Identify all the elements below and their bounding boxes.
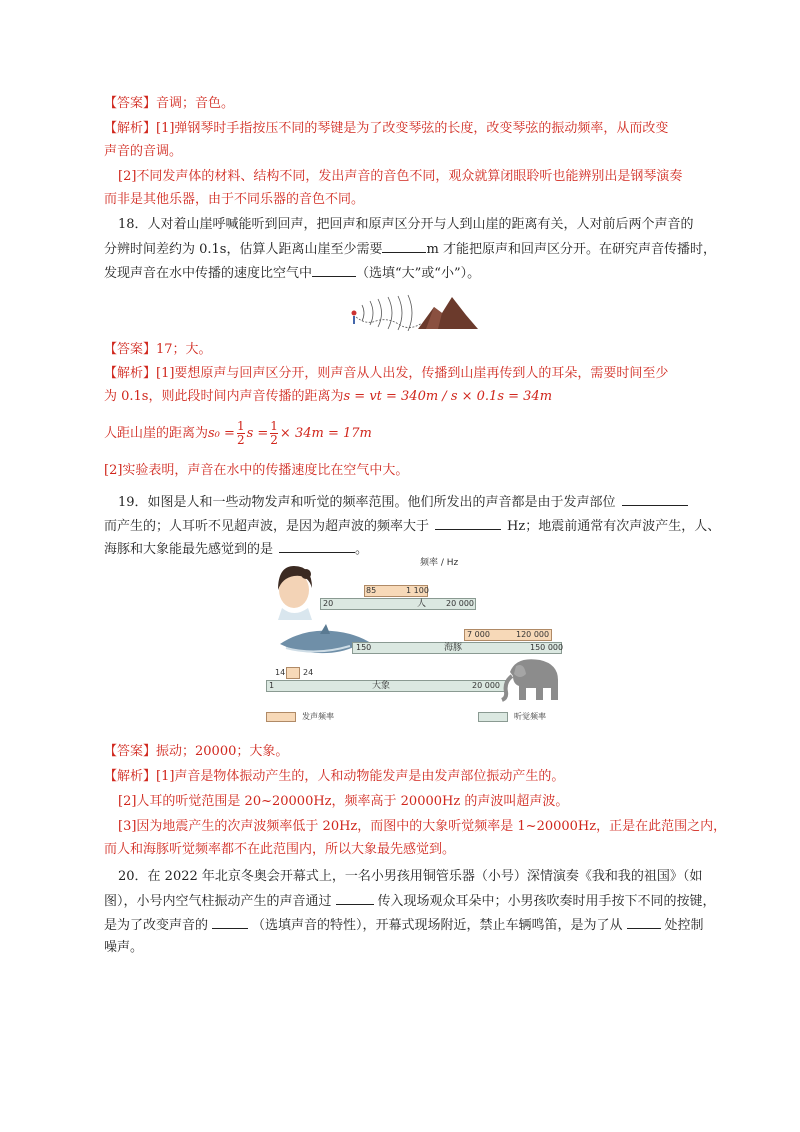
fraction-numerator: 1 bbox=[270, 419, 278, 433]
fraction-numerator: 1 bbox=[236, 419, 245, 433]
dolphin-label: 海豚 bbox=[444, 643, 463, 653]
human-voice-low: 85 bbox=[366, 586, 377, 595]
fraction-denominator: 2 bbox=[236, 433, 245, 447]
human-face-illustration bbox=[268, 562, 318, 620]
human-hearing-high: 20 000 bbox=[446, 599, 474, 608]
dolphin-voice-high: 120 000 bbox=[516, 630, 550, 639]
question-18-stem bbox=[104, 238, 716, 261]
formula-distance: s = vt = 340m / s × 0.1s = 34m bbox=[343, 389, 553, 404]
stem-text: 图），小号内空气柱振动产生的声音通过 bbox=[104, 894, 332, 909]
answer-blank[interactable] bbox=[627, 914, 661, 929]
echo-mountain-illustration bbox=[348, 291, 480, 331]
answer-blank[interactable] bbox=[312, 262, 356, 277]
elephant-voice-low: 14 bbox=[275, 668, 286, 677]
mountain-icon bbox=[418, 297, 478, 329]
q18-analysis-line bbox=[104, 386, 552, 408]
answer-blank[interactable] bbox=[336, 890, 374, 905]
elephant-hearing-low: 1 bbox=[269, 681, 275, 690]
elephant-voice-range-bar bbox=[286, 667, 300, 679]
q18-answer-line bbox=[104, 339, 212, 361]
analysis-text: [2]不同发声体的材料、结构不同，发出声音的音色不同，观众就算闭眼聆听也能辨别出是钢琴演奏 bbox=[118, 169, 683, 184]
q19-answer-line bbox=[104, 741, 288, 763]
q17-analysis-line bbox=[104, 118, 668, 140]
stem-text: （选填“大”或“小”）。 bbox=[356, 266, 481, 281]
legend-hearing-swatch bbox=[478, 712, 508, 722]
analysis-text: [1]声音是物体振动产生的，人和动物能发声是由发声部位振动产生的。 bbox=[156, 769, 565, 784]
stem-text: m 才能把原声和回声区分开。在研究声音传播时， bbox=[426, 242, 716, 257]
analysis-text: [1]弹钢琴时手指按压不同的琴键是为了改变琴弦的长度，改变琴弦的振动频率，从而改变 bbox=[156, 121, 669, 136]
fraction-denominator: 2 bbox=[270, 433, 278, 447]
formula-mid: s = bbox=[246, 426, 269, 441]
answer-text: 振动；20000；大象。 bbox=[156, 744, 289, 759]
answer-text: 音调；音色。 bbox=[156, 96, 235, 111]
fraction-half bbox=[270, 420, 278, 447]
question-20-stem: 噪声。 bbox=[104, 940, 144, 955]
analysis-text: 而非是其他乐器，由于不同乐器的音色不同。 bbox=[104, 192, 365, 207]
legend-voice-label: 发声频率 bbox=[302, 712, 334, 721]
question-18-stem bbox=[104, 262, 480, 285]
answer-blank[interactable] bbox=[382, 238, 426, 253]
answer-tag: 【答案】 bbox=[104, 342, 157, 357]
stem-text: 处控制 bbox=[664, 918, 704, 933]
stem-text: （选填声音的特性），开幕式现场附近，禁止车辆鸣笛，是为了从 bbox=[252, 918, 623, 933]
stem-text: 。 bbox=[355, 542, 369, 557]
elephant-illustration bbox=[500, 654, 562, 704]
answer-blank[interactable] bbox=[435, 515, 501, 530]
answer-blank[interactable] bbox=[622, 491, 688, 506]
dolphin-hearing-high: 150 000 bbox=[530, 643, 564, 652]
formula-rhs: × 34m = 17m bbox=[279, 426, 372, 441]
legend-hearing-label: 听觉频率 bbox=[514, 712, 546, 721]
fraction-half bbox=[237, 420, 245, 447]
stem-text: 发现声音在水中传播的速度比空气中 bbox=[104, 266, 313, 281]
elephant-label: 大象 bbox=[372, 681, 391, 691]
stem-text: 是为了改变声音的 bbox=[104, 918, 209, 933]
analysis-tag: 【解析】 bbox=[104, 121, 157, 136]
analysis-tag: 【解析】 bbox=[104, 769, 157, 784]
q19-analysis-line bbox=[104, 766, 564, 788]
dolphin-hearing-low: 150 bbox=[356, 643, 372, 652]
q17-answer-line bbox=[104, 93, 234, 115]
question-20-stem bbox=[104, 914, 704, 937]
human-hearing-low: 20 bbox=[323, 599, 334, 608]
question-19-stem bbox=[118, 491, 688, 514]
analysis-tag: 【解析】 bbox=[104, 366, 157, 381]
human-voice-high: 1 100 bbox=[406, 586, 429, 595]
question-19-stem bbox=[104, 515, 720, 538]
answer-blank[interactable] bbox=[279, 538, 355, 553]
answer-tag: 【答案】 bbox=[104, 744, 157, 759]
human-label: 人 bbox=[417, 599, 427, 609]
stem-text: 分辨时间差约为 0.1s，估算人距离山崖至少需要 bbox=[104, 242, 383, 257]
question-18-stem: 18．人对着山崖呼喊能听到回声，把回声和原声区分开与人到山崖的距离有关，人对前后两个声音的 bbox=[118, 217, 694, 232]
formula-lhs: s₀ = bbox=[208, 426, 235, 441]
stem-text: 19．如图是人和一些动物发声和听觉的频率范围。他们所发出的声音都是由于发声部位 bbox=[118, 495, 616, 510]
sound-wave-icon bbox=[356, 295, 422, 331]
dolphin-voice-low: 7 000 bbox=[467, 630, 490, 639]
analysis-text: [2]实验表明，声音在水中的传播速度比在空气中大。 bbox=[104, 463, 409, 478]
legend-voice-swatch bbox=[266, 712, 296, 722]
analysis-text: 而人和海豚听觉频率都不在此范围内，所以大象最先感觉到。 bbox=[104, 842, 456, 857]
q18-analysis-line bbox=[104, 363, 668, 385]
person-icon bbox=[352, 311, 357, 325]
axis-title: 频率 / Hz bbox=[420, 558, 459, 568]
stem-text: Hz；地震前通常有次声波产生，人、 bbox=[507, 519, 721, 534]
analysis-text: [1]要想原声与回声区分开，则声音从人出发，传播到山崖再传到人的耳朵，需要时间至少 bbox=[156, 366, 669, 381]
answer-text: 17；大。 bbox=[156, 342, 212, 357]
analysis-text: 为 0.1s，则此段时间内声音传播的距离为 bbox=[104, 389, 344, 404]
frequency-range-chart bbox=[262, 552, 572, 732]
elephant-voice-high: 24 bbox=[303, 668, 314, 677]
analysis-text: [3]因为地震产生的次声波频率低于 20Hz，而图中的大象听觉频率是 1~20000Hz，正是在此范围之内， bbox=[118, 819, 727, 834]
stem-text: 而产生的；人耳听不见超声波，是因为超声波的频率大于 bbox=[104, 519, 430, 534]
answer-blank[interactable] bbox=[212, 914, 248, 929]
stem-text: 传入现场观众耳朵中；小男孩吹奏时用手按下不同的按键， bbox=[377, 894, 716, 909]
analysis-text: 声音的音调。 bbox=[104, 144, 183, 159]
question-20-stem bbox=[104, 890, 716, 913]
answer-tag: 【答案】 bbox=[104, 96, 157, 111]
elephant-hearing-high: 20 000 bbox=[472, 681, 500, 690]
question-20-stem: 20．在 2022 年北京冬奥会开幕式上，一名小男孩用铜管乐器（小号）深情演奏《我和我的祖国》（如 bbox=[118, 869, 703, 884]
analysis-text: 人距山崖的距离为 bbox=[104, 426, 209, 441]
q18-analysis-line bbox=[104, 420, 372, 448]
stem-text: 海豚和大象能最先感觉到的是 bbox=[104, 542, 274, 557]
analysis-text: [2]人耳的听觉范围是 20~20000Hz，频率高于 20000Hz 的声波叫超声波。 bbox=[118, 794, 569, 809]
